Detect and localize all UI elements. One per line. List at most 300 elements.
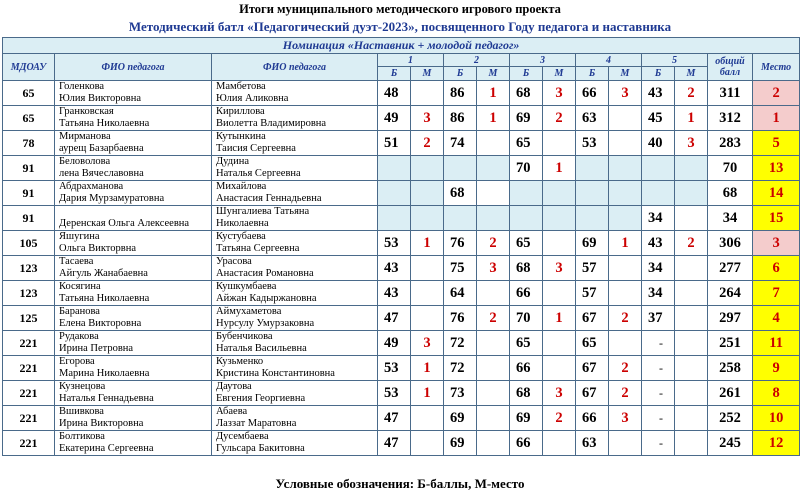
school-cell: 221 <box>3 381 55 406</box>
round-1-score <box>378 206 411 231</box>
round-3-place <box>543 281 576 306</box>
mentor-name-line-2: Ирина Викторовна <box>59 418 144 429</box>
mentor-name-line-1: Абдрахманова <box>59 181 124 192</box>
young-name-line-2: Татьяна Сергеевна <box>216 243 300 254</box>
round-1-b-header: Б <box>378 67 411 81</box>
young-name-cell <box>212 206 378 231</box>
round-5-place <box>675 181 708 206</box>
total-score: 68 <box>708 181 753 206</box>
round-2-place <box>477 156 510 181</box>
young-name-cell <box>212 406 378 431</box>
round-1-score: 43 <box>378 281 411 306</box>
school-cell: 123 <box>3 281 55 306</box>
school-cell: 65 <box>3 106 55 131</box>
round-2-place <box>477 381 510 406</box>
round-3-score <box>510 206 543 231</box>
round-1-place: 3 <box>411 106 444 131</box>
round-4-place <box>609 181 642 206</box>
round-3-place: 3 <box>543 256 576 281</box>
young-name-line-2: Таисия Сергеевна <box>216 143 296 154</box>
round-4-score: 66 <box>576 81 609 106</box>
round-3-place <box>543 356 576 381</box>
round-1-place <box>411 81 444 106</box>
round-1-score: 51 <box>378 131 411 156</box>
round-1-score <box>378 181 411 206</box>
round-2-score: 86 <box>444 81 477 106</box>
round-4-score: 69 <box>576 231 609 256</box>
total-header: общий балл <box>708 54 753 81</box>
round-4-score: 63 <box>576 431 609 456</box>
young-name-line-2: Анастасия Геннадьевна <box>216 193 322 204</box>
round-2-place <box>477 406 510 431</box>
round-2-score: 72 <box>444 356 477 381</box>
school-cell: 105 <box>3 231 55 256</box>
mentor-name-line-1: Вшивкова <box>59 406 104 417</box>
young-name-line-2: Юлия Аликовна <box>216 93 289 104</box>
young-name-cell <box>212 431 378 456</box>
round-4-score: 67 <box>576 356 609 381</box>
young-name-line-1: Шунгалиева Татьяна <box>216 206 310 217</box>
round-2-score: 76 <box>444 231 477 256</box>
table-row <box>3 331 800 356</box>
round-5-place <box>675 406 708 431</box>
round-4-place <box>609 281 642 306</box>
round-2-place <box>477 431 510 456</box>
young-name-cell <box>212 381 378 406</box>
school-cell: 221 <box>3 406 55 431</box>
round-2-score: 69 <box>444 431 477 456</box>
round-1-place: 1 <box>411 381 444 406</box>
final-place: 3 <box>753 231 800 256</box>
mentor-name-line-2: Татьяна Николаевна <box>59 293 150 304</box>
young-name-cell <box>212 156 378 181</box>
round-3-score: 65 <box>510 231 543 256</box>
round-2-place <box>477 281 510 306</box>
table-row <box>3 256 800 281</box>
mentor-name-line-1: Яшугина <box>59 231 100 242</box>
final-place: 13 <box>753 156 800 181</box>
young-name-cell <box>212 331 378 356</box>
mentor-name-cell <box>55 231 212 256</box>
round-2-score: 64 <box>444 281 477 306</box>
total-score: 264 <box>708 281 753 306</box>
round-5-score: 45 <box>642 106 675 131</box>
final-place: 11 <box>753 331 800 356</box>
young-name-line-1: Мамбетова <box>216 81 266 92</box>
round-5-place <box>675 156 708 181</box>
round-1-score: 53 <box>378 381 411 406</box>
round-4-score: 57 <box>576 281 609 306</box>
total-score: 245 <box>708 431 753 456</box>
round-4-place <box>609 331 642 356</box>
mentor-name-line-1: Рудакова <box>59 331 99 342</box>
round-1-place <box>411 306 444 331</box>
round-1-place <box>411 431 444 456</box>
mentor-name-line-2: лена Вячеславовна <box>59 168 144 179</box>
school-cell: 221 <box>3 431 55 456</box>
round-5-place <box>675 206 708 231</box>
round-5-score: - <box>642 381 675 406</box>
young-name-line-1: Кушкумбаева <box>216 281 277 292</box>
round-5-place <box>675 256 708 281</box>
mentor-name-line-2: Марина Николаевна <box>59 368 150 379</box>
round-4-place: 2 <box>609 381 642 406</box>
young-name-cell <box>212 81 378 106</box>
round-4-place: 1 <box>609 231 642 256</box>
table-row <box>3 106 800 131</box>
table-row <box>3 356 800 381</box>
round-4-place <box>609 106 642 131</box>
round-4-score: 53 <box>576 131 609 156</box>
round-1-score: 47 <box>378 431 411 456</box>
round-5-place <box>675 281 708 306</box>
final-place: 6 <box>753 256 800 281</box>
round-1-place <box>411 281 444 306</box>
round-3-place <box>543 331 576 356</box>
mentor-name-cell <box>55 81 212 106</box>
round-1-m-header: М <box>411 67 444 81</box>
round-2-score: 86 <box>444 106 477 131</box>
round-4-place <box>609 256 642 281</box>
final-place: 2 <box>753 81 800 106</box>
young-name-cell <box>212 231 378 256</box>
round-4-score: 67 <box>576 306 609 331</box>
mentor-name-cell <box>55 106 212 131</box>
round-3-place: 2 <box>543 106 576 131</box>
round-1-score: 53 <box>378 231 411 256</box>
mentor-name-cell <box>55 281 212 306</box>
total-score: 258 <box>708 356 753 381</box>
round-3-place <box>543 181 576 206</box>
round-5-score: 40 <box>642 131 675 156</box>
round-1-place: 3 <box>411 331 444 356</box>
total-score: 70 <box>708 156 753 181</box>
final-place: 9 <box>753 356 800 381</box>
mentor-name-line-1: Баранова <box>59 306 100 317</box>
round-3-header: 3 <box>510 54 576 67</box>
mentor-name-line-1: Егорова <box>59 356 95 367</box>
round-1-place: 2 <box>411 131 444 156</box>
round-3-score <box>510 181 543 206</box>
table-row <box>3 231 800 256</box>
mentor-name-line-1: Кузнецова <box>59 381 106 392</box>
total-score: 312 <box>708 106 753 131</box>
round-2-score: 75 <box>444 256 477 281</box>
round-3-place <box>543 131 576 156</box>
young-name-cell <box>212 106 378 131</box>
round-5-place: 1 <box>675 106 708 131</box>
school-cell: 91 <box>3 181 55 206</box>
round-3-place: 1 <box>543 306 576 331</box>
young-name-line-1: Урасова <box>216 256 252 267</box>
young-name-line-2: Кристина Константиновна <box>216 368 335 379</box>
round-2-place: 2 <box>477 306 510 331</box>
mentor-name-line-2: Деренская Ольга Алексеевна <box>59 218 190 229</box>
round-2-score: 69 <box>444 406 477 431</box>
mentor-name-cell <box>55 406 212 431</box>
young-name-line-1: Абаева <box>216 406 248 417</box>
total-score: 297 <box>708 306 753 331</box>
mentor-name-line-2: Наталья Геннадьевна <box>59 393 154 404</box>
nomination-header: Номинация «Наставник + молодой педагог» <box>3 38 800 54</box>
round-4-score <box>576 206 609 231</box>
school-cell: 221 <box>3 331 55 356</box>
round-4-place: 2 <box>609 356 642 381</box>
round-5-score: 34 <box>642 206 675 231</box>
total-score: 261 <box>708 381 753 406</box>
round-3-score: 66 <box>510 431 543 456</box>
round-3-place: 1 <box>543 156 576 181</box>
young-name-line-1: Дудина <box>216 156 249 167</box>
round-5-place: 2 <box>675 81 708 106</box>
round-4-m-header: М <box>609 67 642 81</box>
round-2-place: 2 <box>477 231 510 256</box>
mentor-name-cell <box>55 331 212 356</box>
table-row <box>3 206 800 231</box>
round-5-place <box>675 381 708 406</box>
round-4-score: 63 <box>576 106 609 131</box>
young-name-line-1: Кузьменко <box>216 356 264 367</box>
round-5-place <box>675 431 708 456</box>
young-name-line-2: Наталья Сергеевна <box>216 168 301 179</box>
round-5-score: 34 <box>642 281 675 306</box>
round-4-place: 2 <box>609 306 642 331</box>
round-1-score: 47 <box>378 306 411 331</box>
total-score: 34 <box>708 206 753 231</box>
round-3-score: 70 <box>510 156 543 181</box>
table-row <box>3 81 800 106</box>
round-5-score: - <box>642 431 675 456</box>
final-place: 10 <box>753 406 800 431</box>
mentor-name-cell <box>55 131 212 156</box>
round-2-place <box>477 356 510 381</box>
round-1-place <box>411 181 444 206</box>
young-header: ФИО педагога <box>212 54 378 81</box>
mentor-name-line-2: Айгуль Жанабаевна <box>59 268 148 279</box>
round-5-score: 43 <box>642 81 675 106</box>
round-5-place <box>675 331 708 356</box>
round-3-score: 65 <box>510 131 543 156</box>
round-1-score: 49 <box>378 106 411 131</box>
young-name-cell <box>212 181 378 206</box>
round-5-score: - <box>642 356 675 381</box>
mentor-name-line-1: Болтикова <box>59 431 105 442</box>
final-place: 7 <box>753 281 800 306</box>
round-3-score: 66 <box>510 281 543 306</box>
final-place: 1 <box>753 106 800 131</box>
young-name-line-1: Бубенчикова <box>216 331 273 342</box>
round-3-place <box>543 206 576 231</box>
round-4-place <box>609 156 642 181</box>
young-name-cell <box>212 281 378 306</box>
title-line-2: Методический батл «Педагогический дуэт-2023», посвященного Году педагога и наставника <box>128 19 672 34</box>
young-name-line-1: Кутынкина <box>216 131 266 142</box>
young-name-line-2: Николаевна <box>216 218 269 229</box>
school-cell: 65 <box>3 81 55 106</box>
round-3-score: 68 <box>510 81 543 106</box>
round-2-place <box>477 331 510 356</box>
young-name-line-2: Наталья Васильевна <box>216 343 307 354</box>
young-name-line-2: Евгения Георгиевна <box>216 393 306 404</box>
mentor-name-line-2: Екатерина Сергеевна <box>59 443 154 454</box>
round-2-b-header: Б <box>444 67 477 81</box>
mentor-name-cell <box>55 181 212 206</box>
round-5-score <box>642 181 675 206</box>
round-4-score: 67 <box>576 381 609 406</box>
total-score: 252 <box>708 406 753 431</box>
round-2-score: 76 <box>444 306 477 331</box>
round-3-place <box>543 431 576 456</box>
round-5-place: 2 <box>675 231 708 256</box>
school-cell: 78 <box>3 131 55 156</box>
final-place: 5 <box>753 131 800 156</box>
round-1-score: 43 <box>378 256 411 281</box>
mentor-name-line-2: аурещ Базарбаевна <box>59 143 144 154</box>
round-3-score: 69 <box>510 106 543 131</box>
mentor-name-line-1: Косягина <box>59 281 101 292</box>
round-1-place <box>411 156 444 181</box>
table-row <box>3 306 800 331</box>
young-name-line-2: Айжан Кадыржановна <box>216 293 317 304</box>
round-4-score: 57 <box>576 256 609 281</box>
table-row <box>3 281 800 306</box>
round-5-place <box>675 356 708 381</box>
round-3-m-header: М <box>543 67 576 81</box>
young-name-line-2: Гульсара Бакитовна <box>216 443 305 454</box>
school-cell: 221 <box>3 356 55 381</box>
round-2-place <box>477 131 510 156</box>
school-header: МДОАУ <box>3 54 55 81</box>
final-place: 15 <box>753 206 800 231</box>
title-line-1: Итоги муниципального методического игрового проекта <box>239 2 561 16</box>
legend: Условные обозначения: Б-баллы, М-место <box>275 476 525 491</box>
total-score: 306 <box>708 231 753 256</box>
young-name-line-1: Михайлова <box>216 181 267 192</box>
round-4-score: 65 <box>576 331 609 356</box>
final-place: 8 <box>753 381 800 406</box>
school-cell: 91 <box>3 206 55 231</box>
round-4-place <box>609 431 642 456</box>
young-name-line-1: Даутова <box>216 381 252 392</box>
round-3-score: 69 <box>510 406 543 431</box>
school-cell: 123 <box>3 256 55 281</box>
mentor-name-line-1 <box>59 206 211 218</box>
mentor-name-cell <box>55 431 212 456</box>
final-place: 12 <box>753 431 800 456</box>
round-2-score <box>444 206 477 231</box>
mentor-name-line-2: Елена Викторовна <box>59 318 142 329</box>
round-3-score: 68 <box>510 256 543 281</box>
mentor-name-cell <box>55 306 212 331</box>
round-1-score: 53 <box>378 356 411 381</box>
round-4-b-header: Б <box>576 67 609 81</box>
young-name-line-1: Кустубаева <box>216 231 266 242</box>
young-name-cell <box>212 306 378 331</box>
round-2-score <box>444 156 477 181</box>
young-name-line-1: Кириллова <box>216 106 265 117</box>
young-name-cell <box>212 131 378 156</box>
round-3-place <box>543 231 576 256</box>
round-2-score: 73 <box>444 381 477 406</box>
table-row <box>3 181 800 206</box>
round-1-score: 48 <box>378 81 411 106</box>
round-1-score: 49 <box>378 331 411 356</box>
table-row <box>3 431 800 456</box>
mentor-name-line-2: Татьяна Николаевна <box>59 118 150 129</box>
round-4-score <box>576 181 609 206</box>
round-2-place <box>477 181 510 206</box>
round-3-b-header: Б <box>510 67 543 81</box>
round-2-header: 2 <box>444 54 510 67</box>
mentor-name-cell <box>55 381 212 406</box>
round-5-place <box>675 306 708 331</box>
mentor-name-line-2: Дария Мурзамуратовна <box>59 193 165 204</box>
round-2-place: 3 <box>477 256 510 281</box>
mentor-name-line-1: Гранковская <box>59 106 114 117</box>
young-name-line-2: Виолетта Владимировна <box>216 118 327 129</box>
round-5-score: 43 <box>642 231 675 256</box>
table-row <box>3 406 800 431</box>
round-1-place: 1 <box>411 231 444 256</box>
round-3-place: 3 <box>543 381 576 406</box>
mentor-name-cell <box>55 206 212 231</box>
young-name-line-2: Анастасия Романовна <box>216 268 314 279</box>
young-name-line-1: Дусембаева <box>216 431 269 442</box>
round-4-header: 4 <box>576 54 642 67</box>
round-2-score: 74 <box>444 131 477 156</box>
round-2-score: 72 <box>444 331 477 356</box>
mentor-name-cell <box>55 256 212 281</box>
mentor-name-line-2: Ольга Викторвна <box>59 243 136 254</box>
total-score: 277 <box>708 256 753 281</box>
young-name-cell <box>212 356 378 381</box>
round-3-score: 70 <box>510 306 543 331</box>
round-3-score: 66 <box>510 356 543 381</box>
young-name-line-1: Аймухаметова <box>216 306 282 317</box>
mentor-name-line-2: Ирина Петровна <box>59 343 134 354</box>
round-5-m-header: М <box>675 67 708 81</box>
young-name-cell <box>212 256 378 281</box>
mentor-header: ФИО педагога <box>55 54 212 81</box>
round-4-place <box>609 131 642 156</box>
round-4-place: 3 <box>609 406 642 431</box>
round-1-place <box>411 406 444 431</box>
table-row <box>3 156 800 181</box>
round-3-place: 3 <box>543 81 576 106</box>
total-score: 311 <box>708 81 753 106</box>
school-cell: 125 <box>3 306 55 331</box>
total-score: 283 <box>708 131 753 156</box>
place-header: Место <box>753 54 800 81</box>
mentor-name-cell <box>55 156 212 181</box>
total-score: 251 <box>708 331 753 356</box>
young-name-line-2: Нурсулу Умурзаковна <box>216 318 315 329</box>
round-2-m-header: М <box>477 67 510 81</box>
round-5-score: 37 <box>642 306 675 331</box>
round-3-place: 2 <box>543 406 576 431</box>
table-row <box>3 131 800 156</box>
mentor-name-line-1: Тасаева <box>59 256 94 267</box>
round-5-score: - <box>642 406 675 431</box>
round-5-header: 5 <box>642 54 708 67</box>
round-1-score <box>378 156 411 181</box>
round-4-score <box>576 156 609 181</box>
round-5-score: - <box>642 331 675 356</box>
round-4-place: 3 <box>609 81 642 106</box>
mentor-name-cell <box>55 356 212 381</box>
round-5-score: 34 <box>642 256 675 281</box>
round-3-score: 68 <box>510 381 543 406</box>
